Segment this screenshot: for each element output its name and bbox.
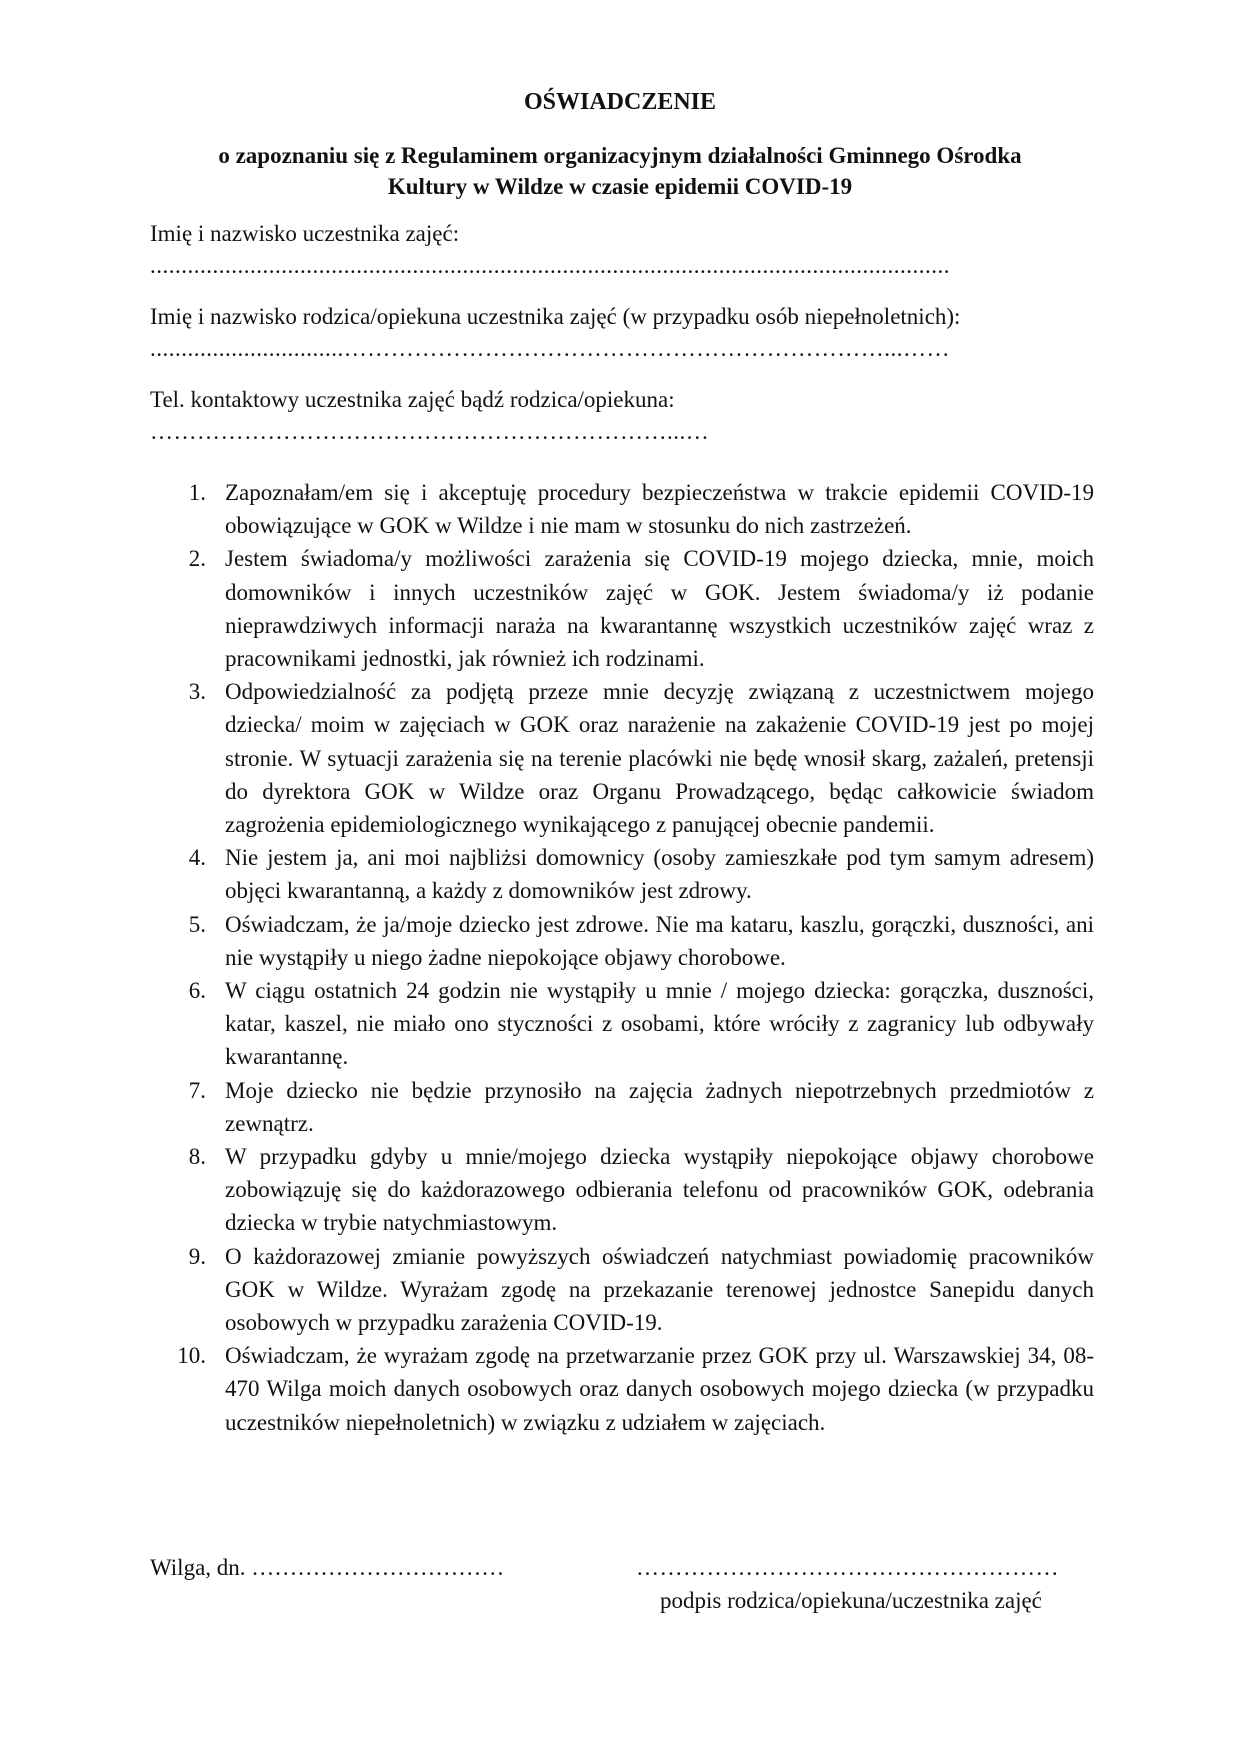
participant-fields: [150, 218, 1100, 448]
item-number: 6.: [188, 978, 206, 1004]
subtitle-line-2: Kultury w Wildze w czasie epidemii COVID-19: [387, 174, 853, 199]
signature-caption: podpis rodzica/opiekuna/uczestnika zajęć: [660, 1588, 1042, 1613]
item-number: 9.: [188, 1243, 206, 1269]
document-subtitle: [140, 140, 1100, 202]
item-text: W ciągu ostatnich 24 godzin nie wystąpiły u mnie / mojego dziecka: gorączka, duszności, katar, kaszel, nie miało ono styczności z osobami, które wróciły z zagranicy lub odbywały kwarantannę.: [225, 978, 1094, 1070]
item-text: Moje dziecko nie będzie przynosiło na zajęcia żadnych niepotrzebnych przedmiotów z zewnątrz.: [225, 1077, 1094, 1136]
item-text: Jestem świadoma/y możliwości zarażenia się COVID-19 mojego dziecka, mnie, moich domowników i innych uczestników zajęć w GOK. Jestem świadoma/y iż podanie nieprawdziwych informacji naraża na kwarantannę wszystkich uczestników zajęć wraz z pracownikami jednostki, jak również ich rodzinami.: [225, 546, 1094, 672]
field-label: Imię i nazwisko uczestnika zajęć:: [150, 221, 460, 246]
item-number: 3.: [188, 679, 206, 705]
list-item: [150, 476, 1094, 542]
item-number: 1.: [188, 480, 206, 505]
item-text: Odpowiedzialność za podjętą przeze mnie decyzję związaną z uczestnictwem mojego dziecka/ moim w zajęciach w GOK oraz narażenie na zakażenie COVID-19 jest po mojej stronie. W sytuacji zarażenia się na terenie placówki nie będę wnosił skarg, zażaleń, pretensji do dyrektora GOK w Wildze oraz Organu Prowadzącego, będąc całkowicie świadom zagrożenia epidemiologicznego wynikającego z panującej obecnie pandemii.: [225, 679, 1094, 838]
item-number: 2.: [188, 546, 206, 572]
list-item: [150, 542, 1094, 675]
fill-in-line: …………………………………………………………...…: [150, 419, 710, 444]
list-item: [150, 974, 1094, 1074]
item-text: Zapoznałam/em się i akceptuję procedury bezpieczeństwa w trakcie epidemii COVID-19 obowiązujące w GOK w Wildze i nie mam w stosunku do nich zastrzeżeń.: [225, 480, 1094, 539]
field-label: Imię i nazwisko rodzica/opiekuna uczestnika zajęć (w przypadku osób niepełnoletnich):: [150, 304, 961, 329]
guardian-name-field: [150, 301, 1100, 365]
list-item: [150, 841, 1094, 907]
item-number: 5.: [188, 911, 206, 937]
item-text: O każdorazowej zmianie powyższych oświadczeń natychmiast powiadomię pracowników GOK w Wildze. Wyrażam zgodę na przekazanie terenowej jednostce Sanepidu danych osobowych w przypadku zarażenia COVID-19.: [225, 1243, 1094, 1336]
item-number: 8.: [188, 1144, 206, 1170]
item-number: 10.: [177, 1343, 206, 1369]
signature-footer: [150, 1552, 1100, 1632]
signature-line: ………………………………………………: [636, 1555, 1059, 1580]
list-item: [150, 1339, 1094, 1439]
list-item: [150, 1140, 1094, 1240]
list-item: [150, 1074, 1094, 1140]
subtitle-line-1: o zapoznaniu się z Regulaminem organizacyjnym działalności Gminnego Ośrodka: [218, 143, 1022, 168]
list-item: [150, 908, 1094, 974]
document-title: OŚWIADCZENIE: [523, 89, 717, 115]
item-number: 7.: [188, 1077, 206, 1103]
item-text: W przypadku gdyby u mnie/mojego dziecka wystąpiły niepokojące objawy chorobowe zobowiązuję się do każdorazowego odbierania telefonu od pracowników GOK, odebrania dziecka w trybie natychmiastowym.: [225, 1144, 1094, 1236]
item-number: 4.: [188, 845, 206, 871]
fill-in-line: ................................................................................................................................: [150, 253, 950, 278]
field-label: Tel. kontaktowy uczestnika zajęć bądź rodzica/opiekuna:: [150, 387, 675, 412]
fill-in-line: ...............................……………………………………………………………...……: [150, 336, 950, 361]
participant-name-field: [150, 218, 1100, 282]
place-date-line: Wilga, dn. ……………………………: [150, 1555, 505, 1580]
item-text: Nie jestem ja, ani moi najbliżsi domownicy (osoby zamieszkałe pod tym samym adresem) objęci kwarantanną, a każdy z domowników jest zdrowy.: [225, 845, 1094, 904]
item-text: Oświadczam, że ja/moje dziecko jest zdrowe. Nie ma kataru, kaszlu, gorączki, duszności, ani nie wystąpiły u niego żadne niepokojące objawy chorobowe.: [225, 911, 1094, 970]
list-item: [150, 1240, 1094, 1340]
item-text: Oświadczam, że wyrażam zgodę na przetwarzanie przez GOK przy ul. Warszawskiej 34, 08-470 Wilga moich danych osobowych oraz danych osobowych mojego dziecka (w przypadku uczestników niepełnoletnich) w związku z udziałem w zajęciach.: [225, 1343, 1094, 1435]
contact-phone-field: [150, 384, 1100, 448]
statements-list: [150, 476, 1094, 1439]
list-item: [150, 675, 1094, 841]
